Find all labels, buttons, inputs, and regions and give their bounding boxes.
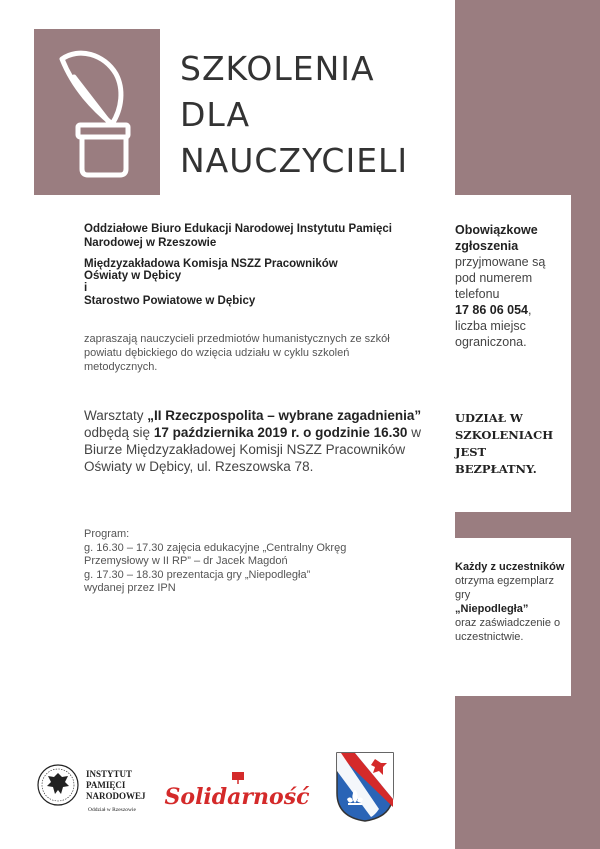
quill-icon-box bbox=[34, 29, 160, 195]
solidarnosc-logo-image bbox=[164, 770, 310, 810]
program-item-2-line-2: wydanej przez IPN bbox=[84, 582, 176, 594]
organizer-starostwo: Starostwo Powiatowe w Dębicy bbox=[84, 295, 256, 307]
program-item-1-line-2: Przemysłowy w II RP” – dr Jacek Magdoń bbox=[84, 555, 288, 567]
organizer-nszz-line-1: Międzyzakładowa Komisja NSZZ Pracowników bbox=[84, 258, 338, 270]
registration-tail: , liczba miejsc ograniczona. bbox=[455, 303, 532, 349]
debica-county-crest bbox=[335, 751, 395, 823]
workshop-date: 17 października 2019 r. o godzinie 16.30 bbox=[153, 425, 408, 440]
registration-info bbox=[455, 222, 565, 350]
workshop-prefix: Warsztaty bbox=[84, 408, 148, 423]
gift-text-1: otrzyma egzemplarz gry bbox=[455, 575, 555, 601]
workshop-name: „II Rzeczpospolita – wybrane zagadnienia” bbox=[147, 408, 422, 423]
workshop-place: w Biurze Międzyzakładowej Komisji NSZZ Pracowników Oświaty w Dębicy, ul. Rzeszowska 78. bbox=[84, 425, 421, 474]
gift-info bbox=[455, 560, 565, 644]
accent-panel-mid bbox=[455, 512, 600, 538]
ipn-logo bbox=[36, 763, 156, 819]
program-item-2-line-1: g. 17.30 – 18.30 prezentacja gry „Niepodległa” bbox=[84, 568, 311, 581]
crest-icon bbox=[335, 751, 395, 823]
free-participation-note: UDZIAŁ W SZKOLENIACH JEST BEZPŁATNY. bbox=[455, 411, 554, 476]
organizer-ipn: Oddziałowe Biuro Edukacji Narodowej Instytutu Pamięci Narodowej w Rzeszowie bbox=[84, 223, 393, 249]
page-title-line-3: NAUCZYCIELI bbox=[180, 141, 409, 180]
quill-ink-icon bbox=[34, 29, 160, 195]
program-item-1-line-1: g. 16.30 – 17.30 zajęcia edukacyjne „Centralny Okręg bbox=[84, 541, 347, 554]
accent-panel-top bbox=[455, 0, 600, 195]
workshop-details bbox=[84, 407, 424, 475]
accent-panel-bottom bbox=[455, 696, 600, 849]
invitation-text: zapraszają nauczycieli przedmiotów humanistycznych ze szkół powiatu dębickiego do wzięcia udziału w cyklu szkoleń metodycznych. bbox=[84, 333, 390, 373]
accent-edge bbox=[571, 195, 600, 512]
solidarnosc-logo bbox=[164, 770, 310, 810]
ipn-name-line-3: NARODOWEJ bbox=[86, 791, 146, 801]
organizer-nszz-line-2: Oświaty w Dębicy bbox=[84, 270, 182, 282]
gift-game-name: „Niepodległa” bbox=[455, 603, 529, 615]
ipn-name-line-2: PAMIĘCI bbox=[86, 780, 126, 790]
registration-heading: Obowiązkowe zgłoszenia bbox=[455, 223, 538, 253]
registration-text: przyjmowane są pod numerem telefonu bbox=[455, 255, 546, 301]
gift-text-2: oraz zaświadczenie o uczestnictwie. bbox=[455, 617, 561, 643]
page-title-line-1: SZKOLENIA bbox=[180, 49, 375, 88]
eagle-seal-icon bbox=[36, 763, 80, 807]
organizer-conjunction: i bbox=[84, 282, 88, 294]
solidarnosc-wordmark: Solidarność bbox=[164, 784, 310, 810]
gift-heading: Każdy z uczestników bbox=[455, 561, 565, 573]
program-heading: Program: bbox=[84, 528, 130, 540]
ipn-name-line-1: INSTYTUT bbox=[86, 769, 133, 779]
page-title-line-2: DLA bbox=[180, 95, 251, 134]
phone-number: 17 86 06 054 bbox=[455, 303, 528, 317]
workshop-mid: odbędą się bbox=[84, 425, 154, 440]
ipn-branch: Oddział w Rzeszowie bbox=[88, 807, 136, 813]
program bbox=[84, 528, 424, 596]
accent-edge bbox=[571, 538, 600, 696]
